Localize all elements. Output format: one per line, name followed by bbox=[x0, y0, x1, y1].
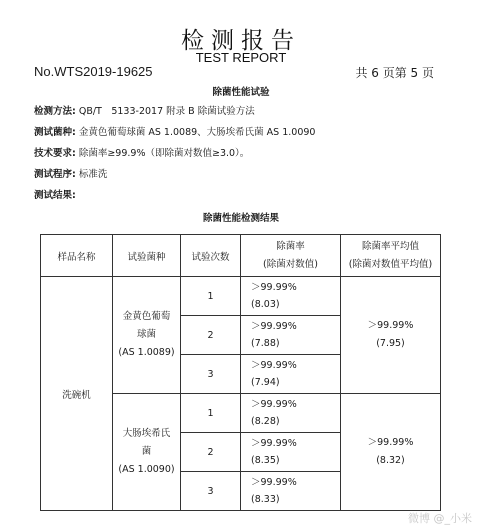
strain-line1: 金黄色葡萄 bbox=[122, 311, 171, 322]
run-rate: ＞99.99% bbox=[251, 321, 297, 332]
test-result-label: 测试结果: bbox=[34, 190, 76, 201]
run-number: 1 bbox=[181, 394, 241, 433]
strain-line2: 球菌 bbox=[136, 329, 156, 340]
run-number: 2 bbox=[181, 433, 241, 472]
run-number: 2 bbox=[181, 316, 241, 355]
report-title-cn: 检测报告 bbox=[181, 28, 301, 54]
test-program-value: 标准洗 bbox=[78, 169, 108, 180]
test-result-row bbox=[34, 187, 76, 201]
header-avg-line2: (除菌对数值平均值) bbox=[348, 258, 433, 270]
run-rate-cell bbox=[241, 472, 341, 511]
table-header-row bbox=[41, 235, 441, 277]
header-rate-line2: (除菌对数值) bbox=[263, 258, 318, 270]
section-title: 除菌性能试验 bbox=[212, 87, 270, 98]
tech-req-label: 技术要求: bbox=[34, 148, 76, 159]
test-method-value: QB/T 5133-2017 附录 B 除菌试验方法 bbox=[78, 106, 255, 117]
test-program-row bbox=[34, 166, 107, 180]
tech-req-value: 除菌率≥99.9%（即除菌对数值≥3.0）。 bbox=[78, 148, 250, 159]
table-title: 除菌性能检测结果 bbox=[202, 213, 279, 224]
report-title-en: TEST REPORT bbox=[195, 50, 287, 65]
avg-rate: ＞99.99% bbox=[367, 320, 414, 331]
run-rate: ＞99.99% bbox=[251, 399, 297, 410]
avg-cell bbox=[341, 277, 441, 394]
run-number: 3 bbox=[181, 355, 241, 394]
run-rate-cell bbox=[241, 394, 341, 433]
run-rate: ＞99.99% bbox=[251, 438, 297, 449]
run-rate-cell bbox=[241, 316, 341, 355]
tech-req-row bbox=[34, 145, 249, 159]
strain-line1: 大肠埃希氏 bbox=[122, 428, 171, 439]
run-log: (8.33) bbox=[251, 494, 280, 505]
run-log: (8.28) bbox=[251, 416, 280, 427]
report-number: No.WTS2019-19625 bbox=[34, 64, 153, 79]
test-program-label: 测试程序: bbox=[34, 169, 76, 180]
avg-rate: ＞99.99% bbox=[367, 437, 414, 448]
test-method-row bbox=[34, 103, 255, 117]
header-avg-line1: 除菌率平均值 bbox=[361, 240, 419, 252]
run-rate: ＞99.99% bbox=[251, 282, 297, 293]
run-rate-cell bbox=[241, 355, 341, 394]
table-row bbox=[41, 277, 441, 316]
run-rate: ＞99.99% bbox=[251, 477, 297, 488]
run-number: 3 bbox=[181, 472, 241, 511]
run-log: (8.35) bbox=[251, 455, 280, 466]
avg-cell bbox=[341, 394, 441, 511]
run-rate: ＞99.99% bbox=[251, 360, 297, 371]
header-strain: 试验菌种 bbox=[113, 235, 181, 277]
avg-log: (8.32) bbox=[376, 455, 405, 466]
test-method-label: 检测方法: bbox=[34, 106, 76, 117]
test-strain-value: 金黄色葡萄球菌 AS 1.0089、大肠埃希氏菌 AS 1.0090 bbox=[78, 127, 316, 138]
header-count: 试验次数 bbox=[181, 235, 241, 277]
sample-name-cell: 洗碗机 bbox=[41, 277, 113, 511]
results-table bbox=[40, 234, 441, 511]
test-strain-row bbox=[34, 124, 315, 138]
run-log: (8.03) bbox=[251, 299, 280, 310]
run-log: (7.94) bbox=[251, 377, 280, 388]
strain-line3: (AS 1.0089) bbox=[118, 347, 175, 358]
strain-cell bbox=[113, 394, 181, 511]
test-strain-label: 测试菌种: bbox=[34, 127, 76, 138]
header-rate-line1: 除菌率 bbox=[276, 240, 305, 252]
strain-line2: 菌 bbox=[141, 446, 152, 457]
weibo-watermark: 微博 @_小米 bbox=[408, 512, 472, 525]
header-rate bbox=[241, 235, 341, 277]
strain-line3: (AS 1.0090) bbox=[118, 464, 175, 475]
run-log: (7.88) bbox=[251, 338, 280, 349]
strain-cell bbox=[113, 277, 181, 394]
run-rate-cell bbox=[241, 277, 341, 316]
run-number: 1 bbox=[181, 277, 241, 316]
avg-log: (7.95) bbox=[376, 338, 405, 349]
header-sample: 样品名称 bbox=[41, 235, 113, 277]
page-count: 共 6 页第 5 页 bbox=[355, 66, 434, 80]
run-rate-cell bbox=[241, 433, 341, 472]
header-avg bbox=[341, 235, 441, 277]
